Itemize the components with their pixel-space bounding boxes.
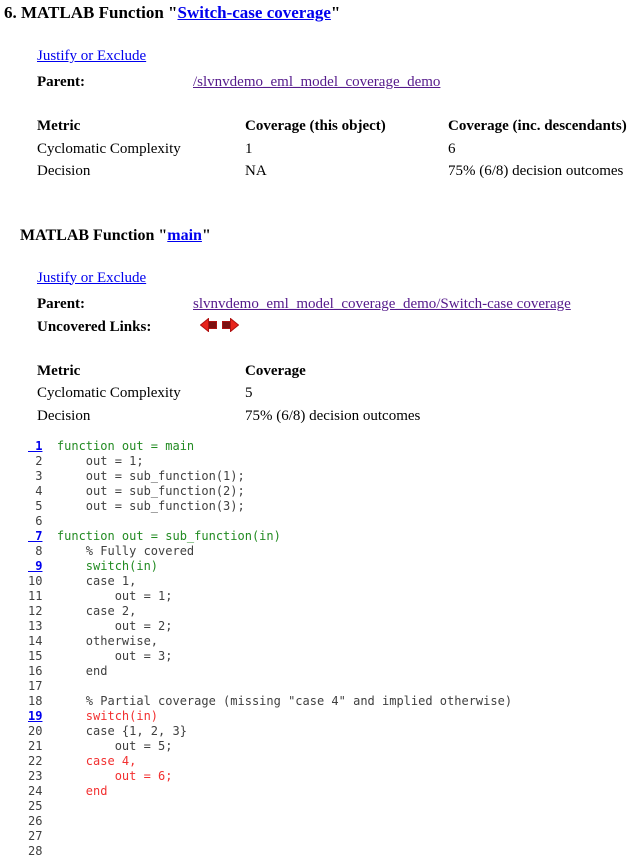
- code-line-number: 27: [28, 829, 43, 843]
- code-line-number-link[interactable]: 1: [28, 439, 43, 453]
- code-text: case 1,: [56, 574, 137, 588]
- section2-heading-prefix: MATLAB Function ": [20, 226, 168, 244]
- code-line: [28, 544, 644, 559]
- code-text: out = 1;: [56, 589, 173, 603]
- code-line-number: 18: [28, 694, 43, 708]
- uncovered-links-arrows: [200, 318, 239, 332]
- code-line: [28, 604, 644, 619]
- uncovered-right-arrow-icon[interactable]: [222, 318, 239, 332]
- code-line: [28, 664, 644, 679]
- section1-heading-link[interactable]: Switch-case coverage: [177, 3, 331, 22]
- metric-name: Decision: [37, 407, 91, 424]
- metric-name: Cyclomatic Complexity: [37, 385, 181, 401]
- code-line: [28, 529, 644, 544]
- table-row: [37, 405, 545, 428]
- code-line-number: 13: [28, 619, 43, 633]
- code-text: out = 2;: [56, 619, 173, 633]
- code-line: [28, 514, 644, 529]
- code-text: out = sub_function(3);: [56, 499, 245, 513]
- code-line-number: 20: [28, 724, 43, 738]
- metric-value: 75% (6/8) decision outcomes: [448, 163, 624, 179]
- table-row: [37, 160, 644, 183]
- code-line-number: 5: [28, 499, 43, 513]
- code-line: [28, 499, 644, 514]
- code-line: [28, 454, 644, 469]
- section1-heading-prefix: 6. MATLAB Function ": [4, 3, 178, 22]
- section2-heading-suffix: ": [201, 226, 211, 244]
- section1-justify-or-exclude-link[interactable]: Justify or Exclude: [37, 48, 147, 64]
- metric-name: Decision: [37, 163, 91, 179]
- code-line-number: 2: [28, 454, 43, 468]
- code-line: [28, 709, 644, 724]
- table-header-coverage-descendants: Coverage (inc. descendants): [448, 118, 627, 134]
- code-line-number: 3: [28, 469, 43, 483]
- code-line-number: 23: [28, 769, 43, 783]
- uncovered-links-label: Uncovered Links:: [37, 318, 152, 335]
- code-line: [28, 724, 644, 739]
- code-text: out = 6;: [56, 769, 173, 783]
- code-line-number: 10: [28, 574, 43, 588]
- table-row: [37, 138, 644, 161]
- code-text: case {1, 2, 3}: [56, 724, 187, 738]
- table-row: [37, 382, 545, 405]
- metric-value: NA: [245, 163, 267, 179]
- code-text: out = 1;: [56, 454, 144, 468]
- code-text: out = 5;: [56, 739, 173, 753]
- section2-parent-row: [37, 296, 644, 313]
- metric-value: 5: [245, 385, 253, 401]
- section1-justify-row: [37, 48, 644, 65]
- code-text: out = 3;: [56, 649, 173, 663]
- code-text: otherwise,: [56, 634, 159, 648]
- uncovered-links-row: [37, 317, 644, 336]
- section2-parent-link[interactable]: slvnvdemo_eml_model_coverage_demo/Switch-case coverage: [193, 295, 571, 312]
- section1-coverage-table: [37, 115, 644, 183]
- metric-value: 6: [448, 140, 456, 157]
- code-text: out = sub_function(2);: [56, 484, 245, 498]
- code-line: [28, 679, 644, 694]
- code-text: function out = main: [56, 439, 195, 453]
- metric-name: Cyclomatic Complexity: [37, 140, 181, 157]
- code-line: [28, 439, 644, 454]
- code-line: [28, 769, 644, 784]
- code-line-number: 8: [28, 544, 43, 558]
- section2-justify-row: [37, 270, 644, 287]
- section2-parent-label: Parent:: [37, 295, 86, 312]
- table-header-coverage-object: Coverage (this object): [245, 118, 386, 134]
- code-line: [28, 739, 644, 754]
- code-line-number: 21: [28, 739, 43, 753]
- code-line: [28, 694, 644, 709]
- code-line: [28, 484, 644, 499]
- metric-value: 1: [245, 140, 253, 157]
- code-line-number-link[interactable]: 7: [28, 529, 43, 543]
- table-header-coverage: Coverage: [245, 362, 306, 379]
- code-line: [28, 574, 644, 589]
- code-line-number: 22: [28, 754, 43, 768]
- section1-parent-link[interactable]: /slvnvdemo_eml_model_coverage_demo: [193, 74, 441, 90]
- code-line-number: 24: [28, 784, 43, 798]
- code-text: end: [56, 664, 108, 678]
- code-text: switch(in): [56, 709, 159, 723]
- code-line-number: 16: [28, 664, 43, 678]
- code-line-number: 6: [28, 514, 43, 528]
- code-line: [28, 829, 644, 844]
- code-line-number: 4: [28, 484, 43, 498]
- code-line: [28, 814, 644, 829]
- code-line-number: 14: [28, 634, 43, 648]
- code-line: [28, 469, 644, 484]
- code-line-number: 28: [28, 844, 43, 858]
- code-line: [28, 619, 644, 634]
- code-line-number: 17: [28, 679, 43, 693]
- section2-justify-or-exclude-link[interactable]: Justify or Exclude: [37, 269, 147, 286]
- code-line-number: 26: [28, 814, 43, 828]
- section1-parent-row: [37, 74, 644, 91]
- uncovered-left-arrow-icon[interactable]: [200, 318, 217, 332]
- section1-parent-label: Parent:: [37, 74, 86, 90]
- code-line: [28, 754, 644, 769]
- code-text: switch(in): [56, 559, 159, 573]
- code-line: [28, 844, 644, 859]
- section1-heading-suffix: ": [330, 3, 341, 22]
- code-line: [28, 784, 644, 799]
- section2-coverage-table: [37, 360, 545, 428]
- table-header-metric: Metric: [37, 118, 81, 134]
- code-text: function out = sub_function(in): [56, 529, 281, 543]
- code-text: end: [56, 784, 108, 798]
- code-text: % Partial coverage (missing "case 4" and implied otherwise): [56, 694, 513, 708]
- code-text: out = sub_function(1);: [56, 469, 245, 483]
- table-header-metric: Metric: [37, 362, 81, 379]
- code-line-number: 25: [28, 799, 43, 813]
- code-line-number: 15: [28, 649, 43, 663]
- code-line-number: 11: [28, 589, 43, 603]
- code-line-number: 12: [28, 604, 43, 618]
- section1-heading: [4, 3, 644, 23]
- code-text: case 4,: [56, 754, 137, 768]
- section2-heading: [20, 227, 644, 245]
- code-text: % Fully covered: [56, 544, 195, 558]
- code-line-number-link[interactable]: 9: [28, 559, 43, 573]
- code-line: [28, 799, 644, 814]
- section2-heading-link[interactable]: main: [167, 226, 202, 244]
- metric-value: 75% (6/8) decision outcomes: [245, 407, 421, 424]
- code-line: [28, 589, 644, 604]
- table-header-row: [37, 360, 545, 383]
- code-line: [28, 634, 644, 649]
- table-header-row: [37, 115, 644, 138]
- code-line: [28, 649, 644, 664]
- code-line: [28, 559, 644, 574]
- code-line-number-link[interactable]: 19: [28, 709, 43, 723]
- code-text: case 2,: [56, 604, 137, 618]
- code-listing: [28, 439, 644, 859]
